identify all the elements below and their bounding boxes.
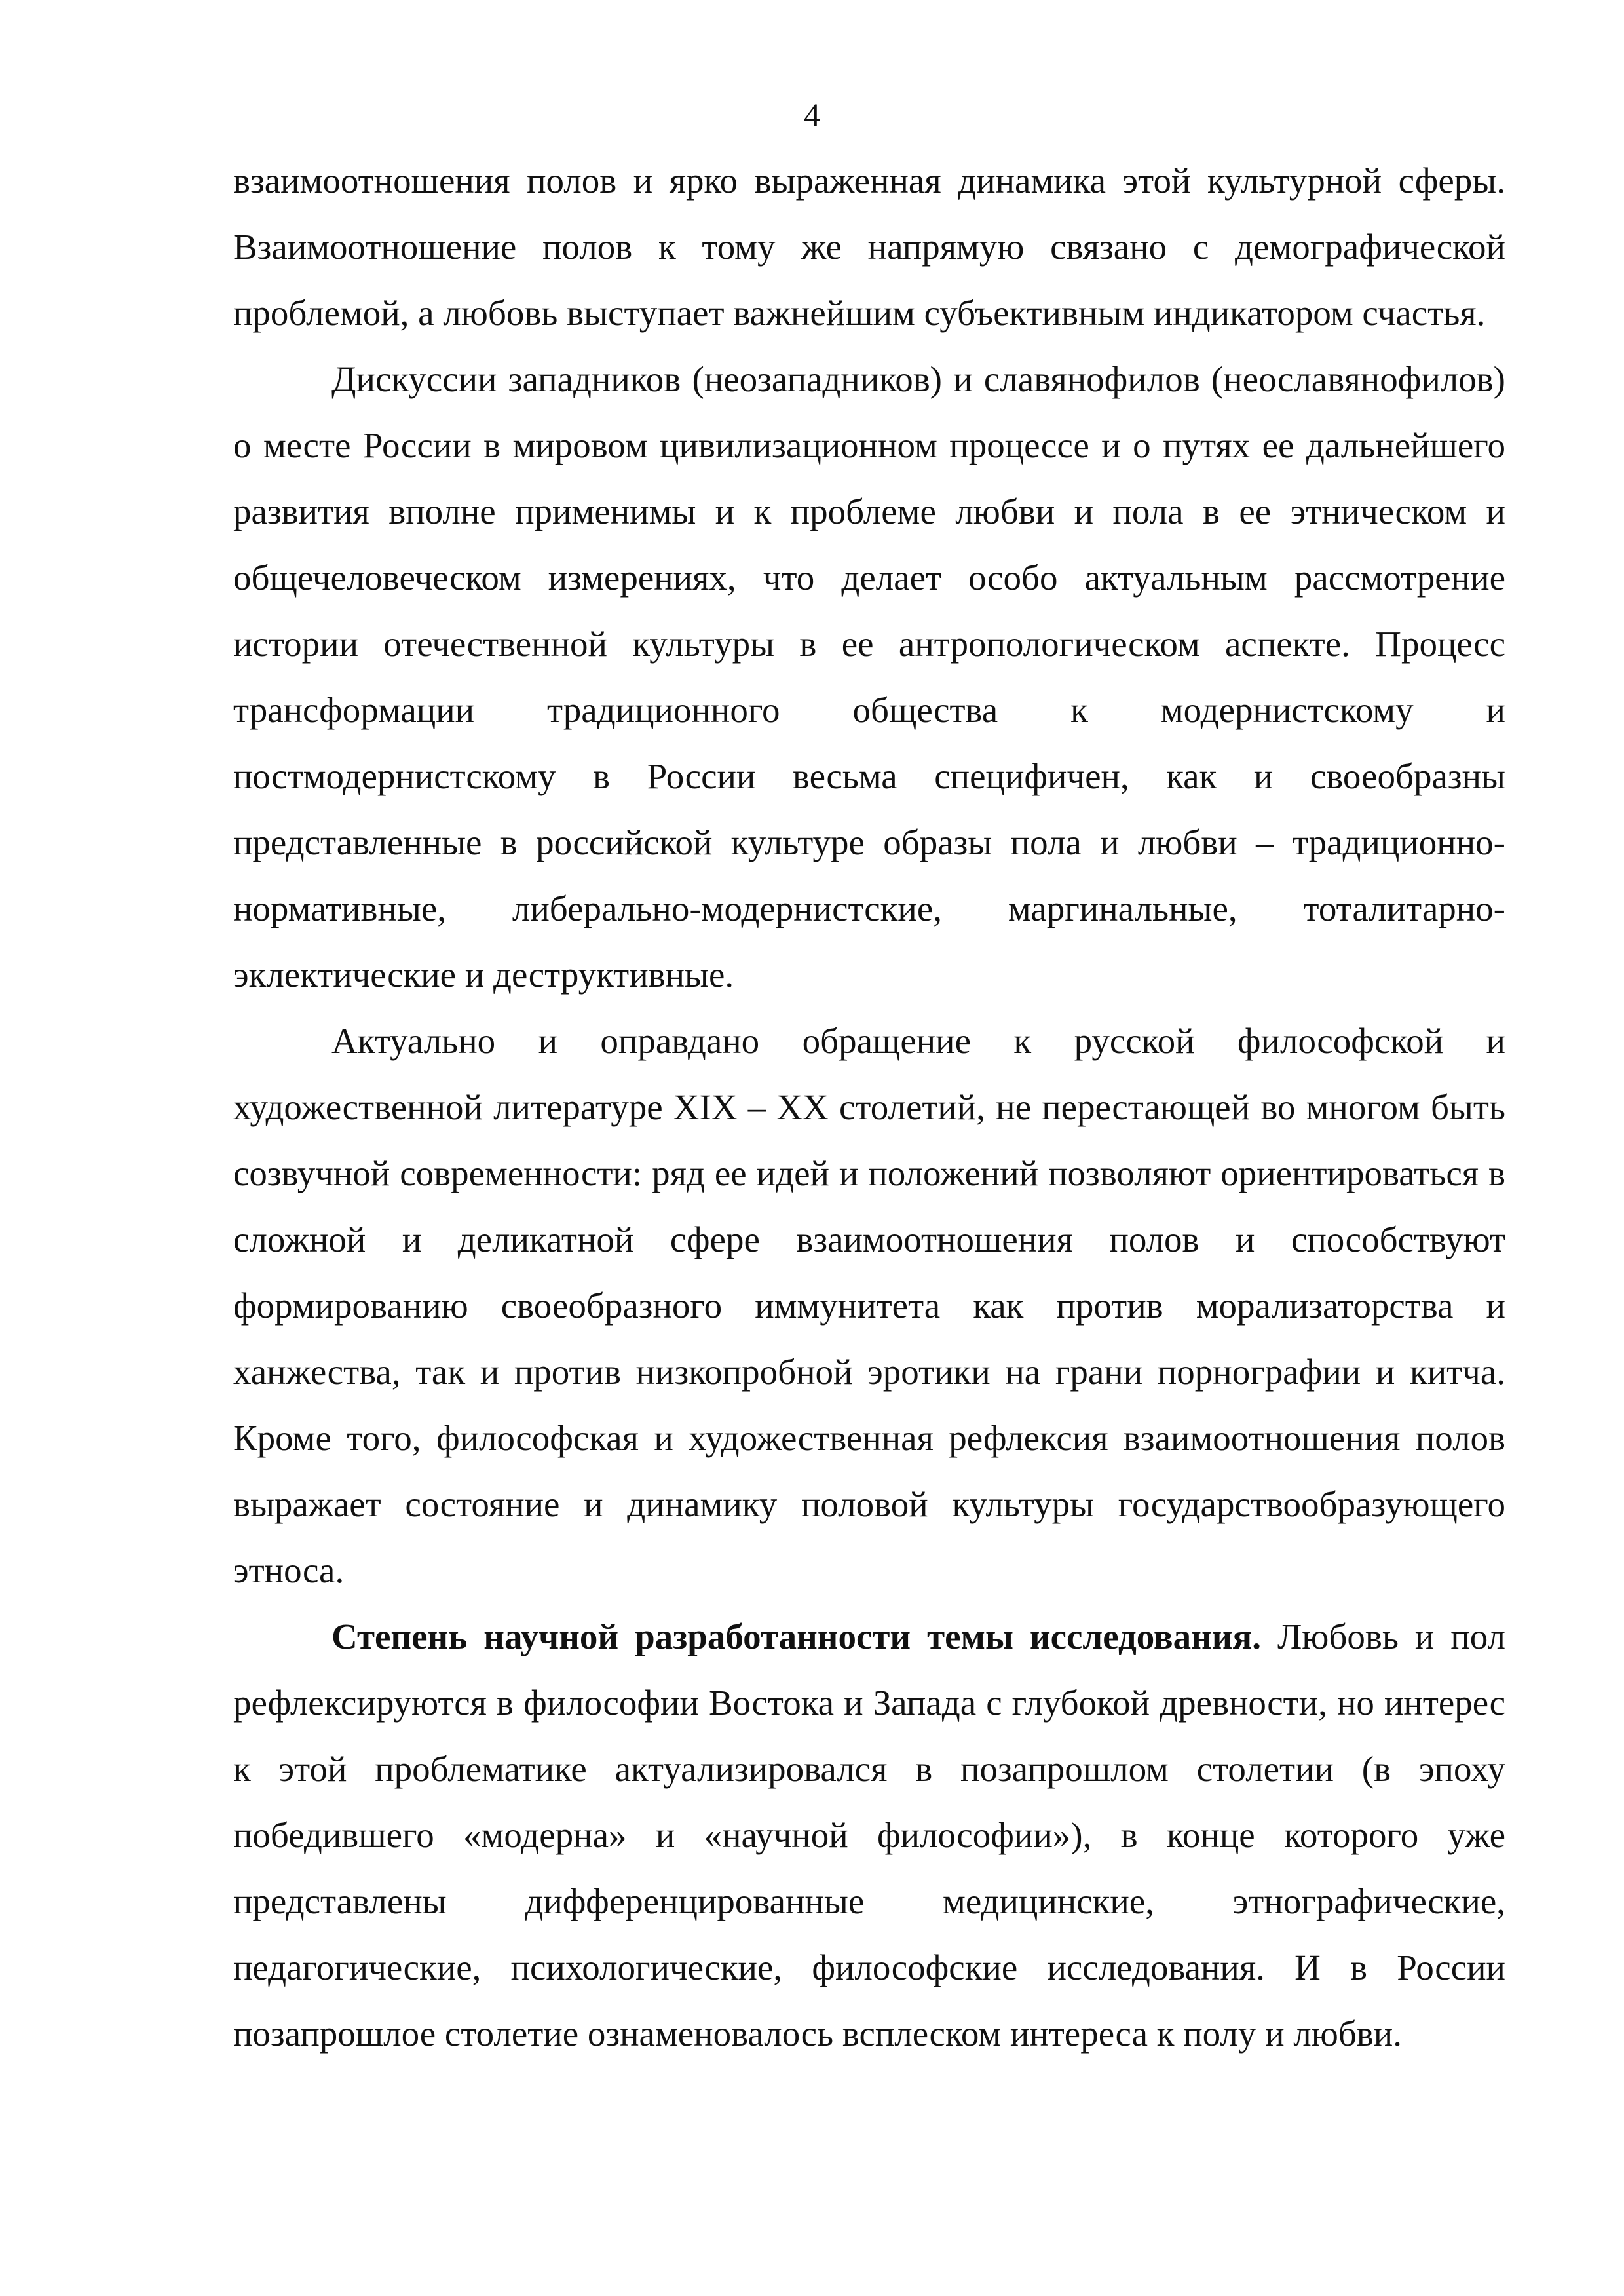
paragraph-continuation: взаимоотношения полов и ярко выраженная динамика этой культурной сферы. Взаимоотношение полов к тому же напрямую связано с демографической проблемой, а любовь выступает важнейшим субъективным индикатором счастья. <box>233 161 1505 333</box>
paragraph-text: Любовь и пол рефлексируются в философии Востока и Запада с глубокой древности, но интерес к этой проблематике актуализировался в позапрошлом столетии (в эпоху победившего «модерна» и «научной философии»), в конце которого уже представлены дифференцированные медицинские, этнографические, педагогические, психологические, философские исследования. И в России позапрошлое столетие ознаменовалось всплеском интереса к полу и любви. <box>233 1617 1505 2054</box>
section-heading: Степень научной разработанности темы исследования. <box>331 1617 1261 1656</box>
page-number: 4 <box>804 96 820 133</box>
paragraph-westerners-slavophiles: Дискуссии западников (неозападников) и славянофилов (неославянофилов) о месте России в мировом цивилизационном процессе и о путях ее дальнейшего развития вполне применимы и к проблеме любви и пола в ее этническом и общечеловеческом измерениях, что делает особо актуальным рассмотрение истории отечественной культуры в ее антропологическом аспекте. Процесс трансформации традиционного общества к модернистскому и постмодернистскому в России весьма специфичен, как и своеобразны представленные в российской культуре образы пола и любви – традиционно-нормативные, либерально-модернистские, маргинальные, тоталитарно-эклектические и деструктивные. <box>233 359 1505 995</box>
paragraph-russian-literature: Актуально и оправдано обращение к русской философской и художественной литературе XIX – XX столетий, не перестающей во многом быть созвучной современности: ряд ее идей и положений позволяют ориентироваться в сложной и деликатной сфере взаимоотношения полов и способствуют формированию своеобразного иммунитета как против морализаторства и ханжества, так и против низкопробной эротики на грани порнографии и китча. Кроме того, философская и художественная рефлексия взаимоотношения полов выражает состояние и динамику половой культуры государствообразующего этноса. <box>233 1021 1505 1590</box>
paragraph-research-degree <box>233 1603 1505 2067</box>
document-body <box>233 147 1505 2067</box>
